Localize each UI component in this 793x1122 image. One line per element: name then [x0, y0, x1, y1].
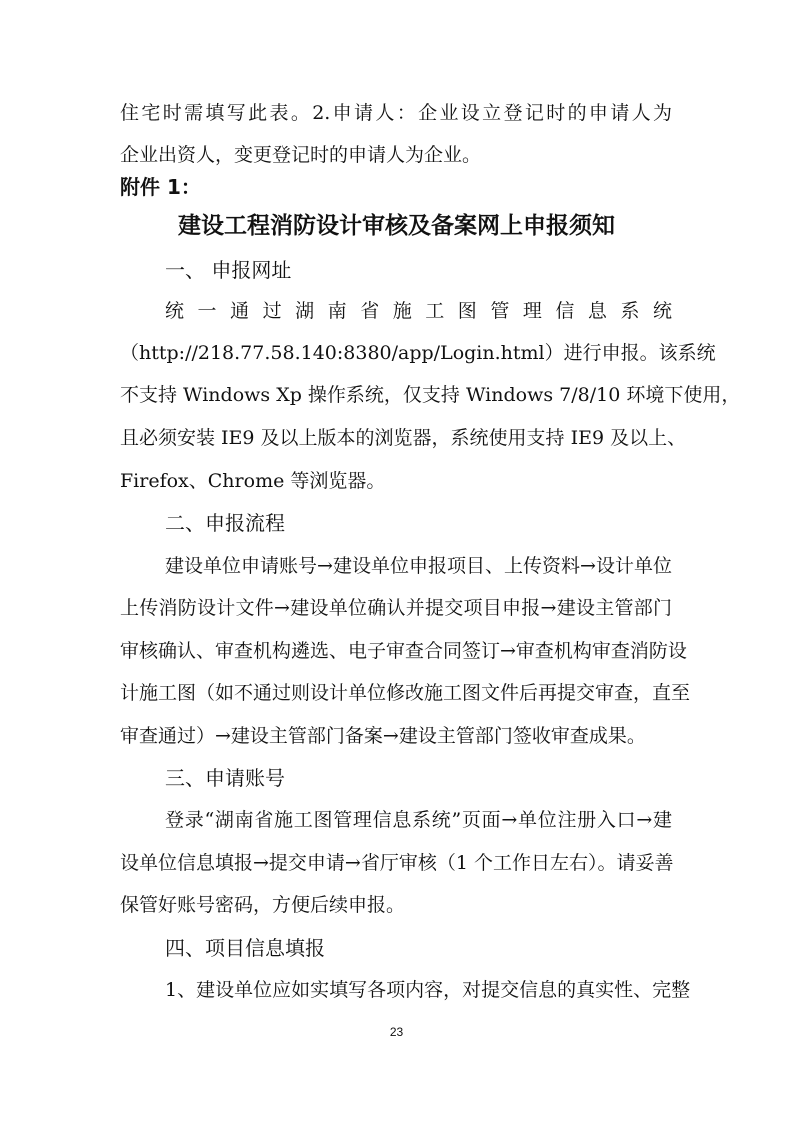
section-2-line-4: 计施工图（如不通过则设计单位修改施工图文件后再提交审查，直至 [120, 682, 691, 704]
intro-line-1: 住宅时需填写此表。2.申请人：企业设立登记时的申请人为 [120, 102, 672, 124]
section-3-line-1: 登录“湖南省施工图管理信息系统”页面→单位注册入口→建 [165, 809, 672, 831]
document-title: 建设工程消防设计审核及备案网上申报须知 [178, 213, 615, 239]
section-1-line-3: 不支持 Windows Xp 操作系统，仅支持 Windows 7/8/10 环境下使用， [120, 384, 741, 406]
section-3-line-2: 设单位信息填报→提交申请→省厅审核（1 个工作日左右）。请妥善 [120, 852, 674, 874]
attachment-label: 附件 1： [120, 175, 201, 199]
section-heading-4: 四、项目信息填报 [165, 936, 325, 960]
section-heading-1: 一、 申报网址 [165, 258, 292, 282]
section-1-line-4: 且必须安装 IE9 及以上版本的浏览器，系统使用支持 IE9 及以上、 [120, 427, 687, 449]
section-3-line-3: 保管好账号密码，方便后续申报。 [120, 894, 406, 916]
section-4-line-1: 1、建设单位应如实填写各项内容，对提交信息的真实性、完整 [165, 979, 691, 1001]
section-2-line-3: 审核确认、审查机构遴选、电子审查合同签订→审查机构审查消防设 [120, 640, 687, 662]
section-heading-2: 二、申报流程 [165, 511, 285, 535]
section-2-line-5: 审查通过）→建设主管部门备案→建设主管部门签收审查成果。 [120, 725, 646, 747]
section-1-line-5: Firefox、Chrome 等浏览器。 [120, 470, 386, 492]
intro-line-2: 企业出资人，变更登记时的申请人为企业。 [120, 144, 482, 166]
section-heading-3: 三、申请账号 [165, 766, 285, 790]
section-2-line-2: 上传消防设计文件→建设单位确认并提交项目申报→建设主管部门 [120, 597, 672, 619]
page-number: 23 [389, 1025, 404, 1039]
section-1-line-1: 统 一 通 过 湖 南 省 施 工 图 管 理 信 息 系 统 [165, 300, 672, 322]
section-1-line-2: （http://218.77.58.140:8380/app/Login.html）进行申报。该系统 [120, 342, 716, 364]
section-2-line-1: 建设单位申请账号→建设单位申报项目、上传资料→设计单位 [165, 555, 672, 577]
